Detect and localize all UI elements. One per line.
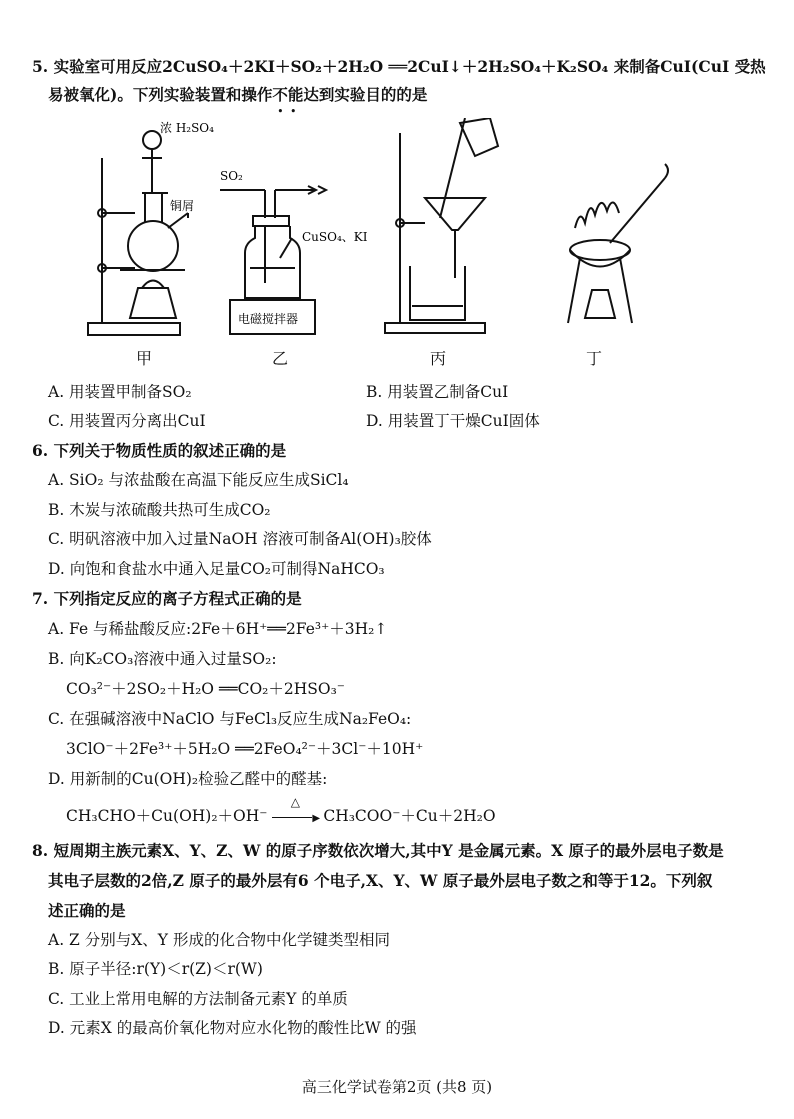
q7-option-c-equation: 3ClO⁻＋2Fe³⁺＋5H₂O ══2FeO₄²⁻＋3Cl⁻＋10H⁺ — [66, 740, 424, 758]
label-conc-h2so4: 浓 H₂SO₄ — [160, 121, 214, 135]
caption-bing: 丙 — [430, 349, 447, 368]
q5-option-d: D. 用装置丁干燥CuI固体 — [366, 412, 540, 430]
apparatus-figure — [80, 118, 730, 378]
q8-option-b: B. 原子半径:r(Y)＜r(Z)＜r(W) — [48, 960, 263, 978]
q7-option-d: D. 用新制的Cu(OH)₂检验乙醛中的醛基: — [48, 770, 328, 788]
apparatus-ding — [568, 164, 668, 323]
emphasis-not: 不能 • • — [272, 85, 303, 104]
q7-option-b-equation: CO₃²⁻＋2SO₂＋H₂O ══CO₂＋2HSO₃⁻ — [66, 680, 345, 698]
q8-stem-line1: 8. 短周期主族元素X、Y、Z、W 的原子序数依次增大,其中Y 是金属元素。X 原子的最外层电子数是 — [32, 841, 724, 860]
heat-condition: △ — [290, 795, 301, 809]
page-footer: 高三化学试卷第2页 (共8 页) — [301, 1078, 493, 1096]
caption-jia: 甲 — [136, 349, 153, 368]
apparatus-jia — [88, 131, 188, 335]
q7-option-c: C. 在强碱溶液中NaClO 与FeCl₃反应生成Na₂FeO₄: — [48, 710, 412, 728]
q8-option-c: C. 工业上常用电解的方法制备元素Y 的单质 — [48, 990, 348, 1008]
caption-yi: 乙 — [272, 349, 289, 368]
q8-stem-line3: 述正确的是 — [48, 901, 126, 920]
q5-stem-line1: 5. 实验室可用反应2CuSO₄＋2KI＋SO₂＋2H₂O ══2CuI↓＋2H₂SO₄＋K₂SO₄ 来制备CuI(CuI 受热 — [32, 57, 766, 76]
heating-arrow: △ ▶ — [272, 805, 318, 830]
label-cuso4-ki: CuSO₄、KI — [302, 230, 368, 244]
label-so2: SO₂ — [220, 169, 243, 183]
q8-stem-line2: 其电子层数的2倍,Z 原子的最外层有6 个电子,X、Y、W 原子最外层电子数之和等于12。下列叙 — [48, 871, 713, 890]
label-magnetic-stirrer: 电磁搅拌器 — [238, 312, 299, 326]
q7-option-b: B. 向K₂CO₃溶液中通入过量SO₂: — [48, 650, 277, 668]
q5-option-c: C. 用装置丙分离出CuI — [48, 412, 206, 430]
q5-stem-line2: 易被氧化)。下列实验装置和操作不能 • •达到实验目的的是 — [48, 84, 427, 106]
q6-stem: 6. 下列关于物质性质的叙述正确的是 — [32, 441, 287, 460]
q5-option-a: A. 用装置甲制备SO₂ — [48, 383, 192, 401]
q5-option-b: B. 用装置乙制备CuI — [366, 383, 509, 401]
q7-option-a: A. Fe 与稀盐酸反应:2Fe＋6H⁺══2Fe³⁺＋3H₂↑ — [48, 620, 388, 638]
q6-option-d: D. 向饱和食盐水中通入足量CO₂可制得NaHCO₃ — [48, 560, 385, 578]
caption-ding: 丁 — [586, 349, 603, 368]
label-copper-scraps: 铜屑 — [170, 199, 195, 213]
q7-option-d-equation: CH₃CHO＋Cu(OH)₂＋OH⁻ △ ▶ CH₃COO⁻＋Cu＋2H₂O — [66, 805, 496, 830]
q6-option-b: B. 木炭与浓硫酸共热可生成CO₂ — [48, 501, 271, 519]
apparatus-bing — [385, 118, 498, 333]
q8-option-d: D. 元素X 的最高价氧化物对应水化物的酸性比W 的强 — [48, 1019, 417, 1037]
q6-option-c: C. 明矾溶液中加入过量NaOH 溶液可制备Al(OH)₃胶体 — [48, 530, 432, 548]
q8-option-a: A. Z 分别与X、Y 形成的化合物中化学键类型相同 — [48, 931, 390, 949]
q6-option-a: A. SiO₂ 与浓盐酸在高温下能反应生成SiCl₄ — [48, 471, 349, 489]
q7-stem: 7. 下列指定反应的离子方程式正确的是 — [32, 589, 302, 608]
